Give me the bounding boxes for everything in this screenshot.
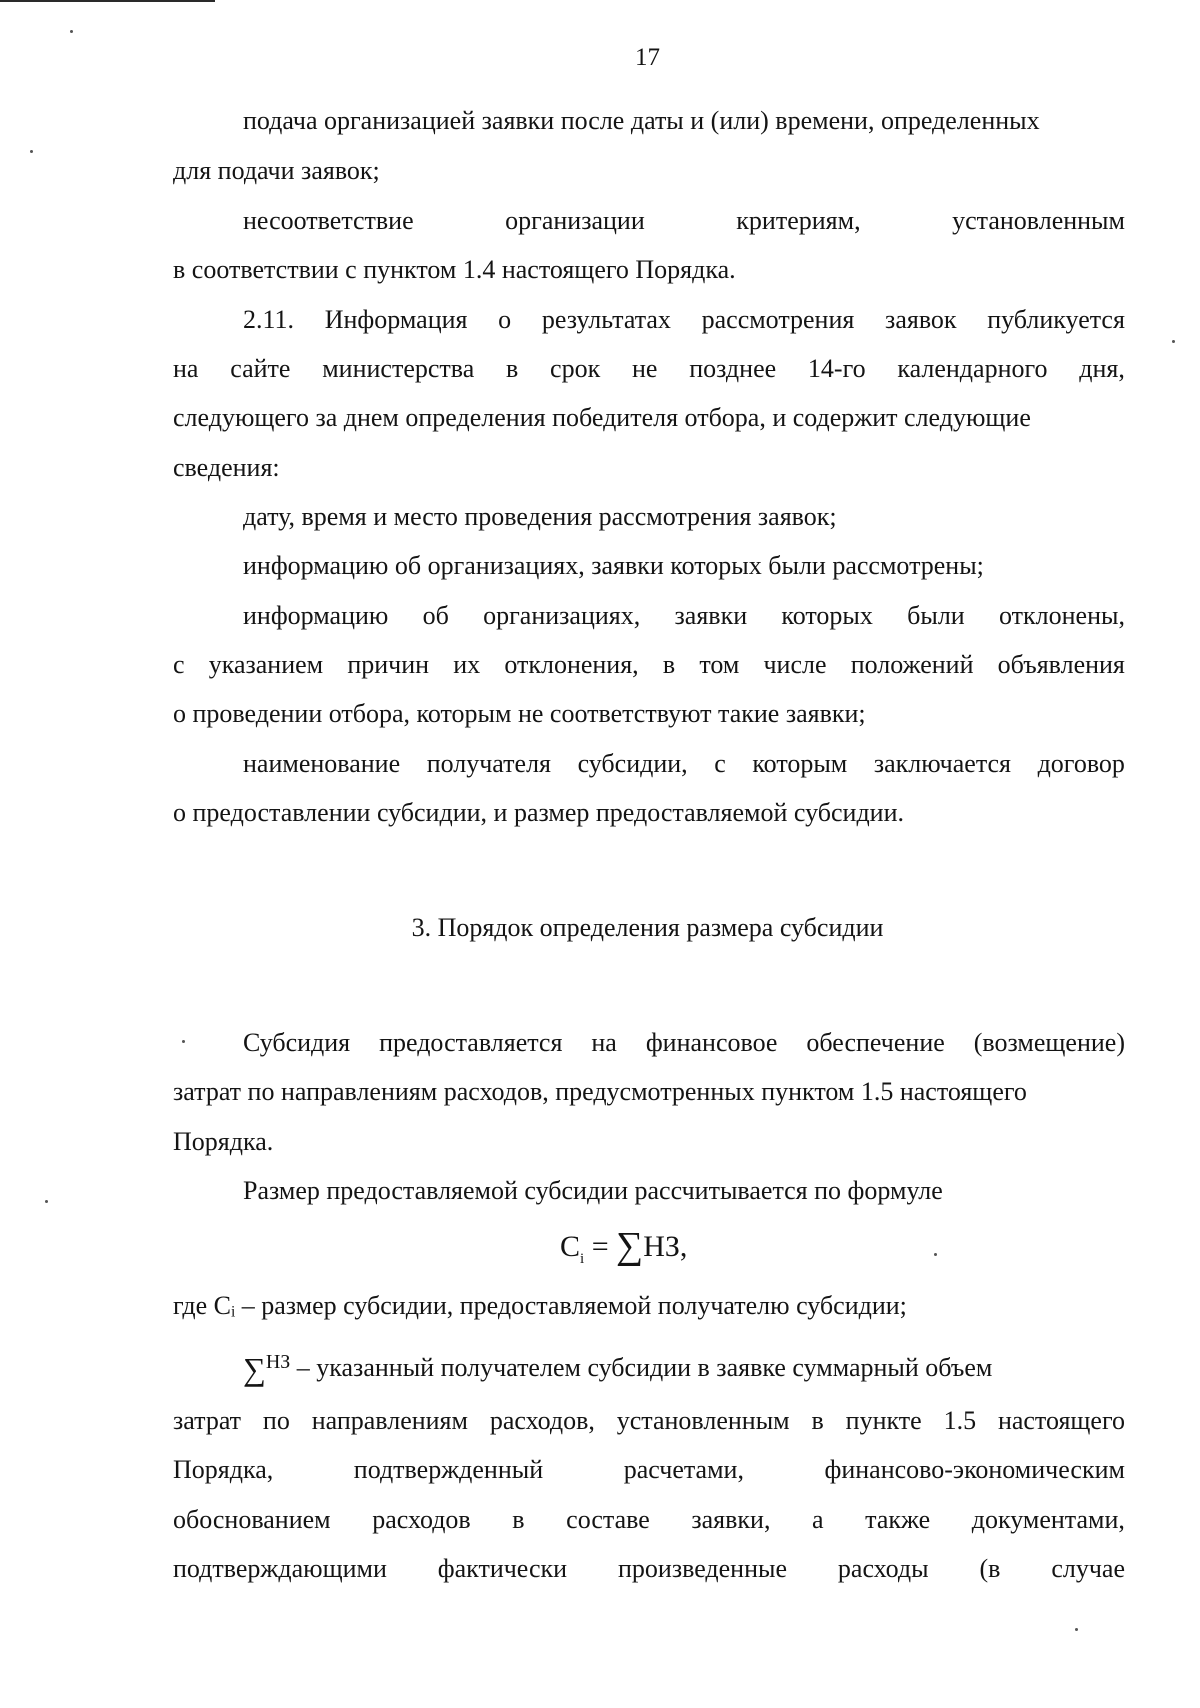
word: позднее [689, 354, 777, 383]
text-line-3 [243, 205, 1125, 237]
text-line-24 [173, 1504, 1125, 1536]
word: на [591, 1028, 617, 1057]
word: настоящего [997, 1406, 1125, 1435]
text-line-18: Порядка. [173, 1127, 274, 1156]
word: в [512, 1505, 525, 1534]
formula-lhs-subscript: i [580, 1251, 585, 1267]
text-line-5 [243, 304, 1125, 336]
word: дня, [1079, 354, 1125, 383]
word: Субсидия [243, 1028, 351, 1057]
word: заключается [873, 749, 1012, 778]
text-line-21-body: – указанный получателем субсидии в заявке суммарный объем [296, 1353, 993, 1382]
word: причин [347, 650, 430, 679]
word: заявки [674, 601, 748, 630]
word: расчетами, [623, 1455, 744, 1484]
word: 1.5 [943, 1406, 977, 1435]
word: составе [566, 1505, 650, 1534]
word: Информация [324, 305, 468, 334]
text-line-25 [173, 1553, 1125, 1585]
sigma-small-icon: ∑ [243, 1351, 266, 1387]
word: числе [763, 650, 827, 679]
text-line-8: сведения: [173, 453, 280, 482]
text-line-16 [243, 1027, 1125, 1059]
formula-rhs: НЗ, [643, 1230, 688, 1263]
text-line-9: дату, время и место проведения рассмотрения заявок; [243, 502, 837, 531]
word: публикуется [987, 305, 1125, 334]
word: заявок [885, 305, 957, 334]
word: с [173, 650, 185, 679]
text-line-23 [173, 1454, 1125, 1486]
text-line-11 [243, 600, 1125, 632]
word: направлениям [311, 1406, 468, 1435]
text-line-19: Размер предоставляемой субсидии рассчитывается по формуле [243, 1176, 943, 1205]
word: случае [1051, 1554, 1125, 1583]
word: об [422, 601, 449, 630]
word: в [662, 650, 676, 679]
word: которым [752, 749, 848, 778]
word: заявки, [691, 1505, 771, 1534]
word: произведенные [617, 1554, 788, 1583]
scan-speck [30, 150, 33, 153]
word: финансово-экономическим [824, 1455, 1125, 1484]
word: Порядка, [173, 1455, 274, 1484]
word: о [498, 305, 512, 334]
word: (в [979, 1554, 1001, 1583]
word: фактически [437, 1554, 568, 1583]
word: затрат [173, 1406, 242, 1435]
word: в [506, 354, 519, 383]
word: организациях, [483, 601, 641, 630]
word: министерства [322, 354, 475, 383]
text-line-17: затрат по направлениям расходов, предусмотренных пунктом 1.5 настоящего [173, 1077, 1027, 1106]
text-line-12 [173, 649, 1125, 681]
scan-speck [1172, 340, 1175, 343]
text-line-7: следующего за днем определения победителя отбора, и содержит следующие [173, 403, 1031, 432]
word: субсидии, [577, 749, 688, 778]
word: финансовое [645, 1028, 778, 1057]
word: а [812, 1505, 824, 1534]
word: объявления [997, 650, 1125, 679]
word: срок [550, 354, 601, 383]
text-line-6 [173, 353, 1125, 385]
word: документами, [971, 1505, 1125, 1534]
section-heading: 3. Порядок определения размера субсидии [411, 913, 884, 942]
word: договор [1037, 749, 1125, 778]
text-line-22 [173, 1405, 1125, 1437]
word: 14-го [807, 354, 866, 383]
word: также [865, 1505, 931, 1534]
text-line-14 [243, 748, 1125, 780]
text-line-1: подача организацией заявки после даты и (или) времени, определенных [243, 106, 1040, 135]
scan-edge-line [0, 0, 215, 2]
word: пункте [845, 1406, 922, 1435]
word: календарного [897, 354, 1048, 383]
word: положений [850, 650, 974, 679]
word: (возмещение) [973, 1028, 1125, 1057]
word: рассмотрения [701, 305, 855, 334]
word: организации [505, 206, 645, 235]
word: с [714, 749, 726, 778]
word: информацию [243, 601, 389, 630]
text-line-20: где Cᵢ – размер субсидии, предоставляемой получателю субсидии; [173, 1291, 907, 1320]
text-line-10: информацию об организациях, заявки которых были рассмотрены; [243, 551, 984, 580]
word: расходов, [489, 1406, 595, 1435]
formula-lhs: C [560, 1230, 581, 1263]
word: установленным [952, 206, 1125, 235]
word: 2.11. [243, 305, 295, 334]
word: получателя [426, 749, 552, 778]
word: несоответствие [243, 206, 414, 235]
word: не [631, 354, 658, 383]
word: сайте [230, 354, 291, 383]
scan-speck [70, 30, 73, 33]
word: подтверждающими [173, 1554, 387, 1583]
text-line-13: о проведении отбора, которым не соответствуют такие заявки; [173, 699, 866, 728]
word: по [262, 1406, 290, 1435]
word: установленным [616, 1406, 790, 1435]
word: были [907, 601, 965, 630]
word: расходов [372, 1505, 471, 1534]
word: результатах [541, 305, 671, 334]
word: обеспечение [806, 1028, 945, 1057]
word: отклонены, [998, 601, 1125, 630]
text-line-2: для подачи заявок; [173, 156, 380, 185]
scan-speck [182, 1040, 185, 1043]
word: указанием [208, 650, 324, 679]
text-line-21 [243, 1346, 1125, 1385]
page-number: 17 [635, 44, 660, 71]
word: расходы [837, 1554, 929, 1583]
word: том [699, 650, 740, 679]
word: которых [781, 601, 873, 630]
word: подтвержденный [353, 1455, 544, 1484]
sigma-icon: ∑ [616, 1225, 644, 1267]
word: отклонения, [504, 650, 639, 679]
inline-sum-label: НЗ [265, 1351, 291, 1373]
scan-speck [45, 1200, 48, 1203]
scan-speck [1075, 1628, 1078, 1631]
formula-equals: = [591, 1230, 609, 1263]
word: обоснованием [173, 1505, 331, 1534]
word: критериям, [736, 206, 861, 235]
word: в [811, 1406, 824, 1435]
word: на [173, 354, 199, 383]
word: предоставляется [379, 1028, 563, 1057]
scan-speck [934, 1253, 937, 1256]
word: наименование [243, 749, 401, 778]
subsidy-formula [560, 1226, 687, 1279]
text-line-4: в соответствии с пунктом 1.4 настоящего Порядка. [173, 255, 736, 284]
word: их [453, 650, 481, 679]
text-line-15: о предоставлении субсидии, и размер предоставляемой субсидии. [173, 798, 904, 827]
